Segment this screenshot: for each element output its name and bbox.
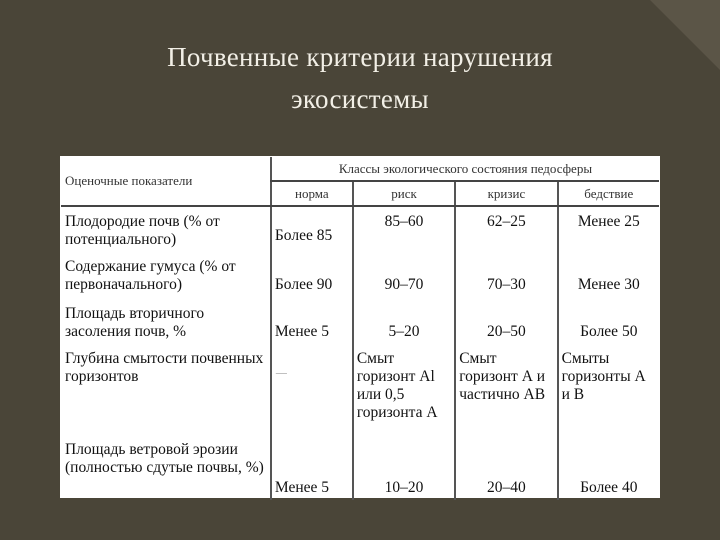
table-row <box>61 206 659 252</box>
table-row <box>61 439 659 500</box>
header-risk: риск <box>353 181 455 206</box>
header-disaster: бедствие <box>558 181 659 206</box>
header-crisis: кризис <box>455 181 557 206</box>
cell-risk: 10–20 <box>353 439 455 500</box>
cell-norm: Более 90 <box>271 252 353 299</box>
slide-title-line-1: Почвенные критерии нарушения <box>167 42 553 72</box>
cell-norm: Менее 5 <box>271 439 353 500</box>
row-indicator: Содержание гумуса (% от первоначального) <box>65 258 236 293</box>
row-indicator: Площадь ветровой эрозии (полностью сдутые почвы, %) <box>65 441 264 476</box>
criteria-table <box>61 157 659 500</box>
cell-crisis: 20–50 <box>455 299 557 344</box>
cell-norm: — <box>275 367 287 379</box>
header-norm: норма <box>271 181 353 206</box>
cell-risk: Смыт горизонт Al или 0,5 горизонта А <box>353 344 455 439</box>
cell-crisis: 70–30 <box>455 252 557 299</box>
cell-crisis: 20–40 <box>455 439 557 500</box>
criteria-table-sheet <box>60 156 660 498</box>
slide-title <box>0 36 720 120</box>
cell-risk: 85–60 <box>353 206 455 252</box>
row-indicator: Площадь вторичного засоления почв, % <box>65 305 205 340</box>
cell-risk: 5–20 <box>353 299 455 344</box>
cell-crisis: Смыт горизонт А и частично АВ <box>455 344 557 439</box>
header-indicators: Оценочные показатели <box>61 157 271 206</box>
cell-norm: Более 85 <box>271 206 353 252</box>
row-indicator: Плодородие почв (% от потенциального) <box>65 213 220 248</box>
cell-disaster: Более 40 <box>558 439 659 500</box>
row-indicator: Глубина смытости почвенных горизонтов <box>65 350 264 385</box>
cell-disaster: Смыты горизонты А и В <box>558 344 659 439</box>
table-header-row <box>61 157 659 181</box>
slide-title-line-2: экосистемы <box>291 84 429 114</box>
cell-disaster: Менее 30 <box>558 252 659 299</box>
cell-disaster: Более 50 <box>558 299 659 344</box>
cell-crisis: 62–25 <box>455 206 557 252</box>
table-row <box>61 252 659 299</box>
cell-norm: Менее 5 <box>271 299 353 344</box>
table-row <box>61 344 659 439</box>
header-classes: Классы экологического состояния педосферы <box>271 157 659 181</box>
table-row <box>61 299 659 344</box>
cell-risk: 90–70 <box>353 252 455 299</box>
cell-disaster: Менее 25 <box>558 206 659 252</box>
cell-norm-container <box>271 344 353 439</box>
